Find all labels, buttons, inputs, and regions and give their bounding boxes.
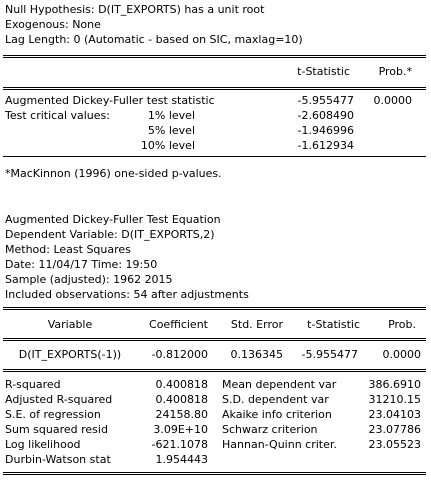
stat-left-value: 24158.80	[155, 408, 208, 421]
critical-level-10: 10% level	[140, 139, 195, 152]
stat-left-value: 0.400818	[155, 378, 208, 391]
included-observations-text: Included observations: 54 after adjustments	[5, 288, 249, 301]
critical-level-1: 1% level	[147, 109, 195, 122]
critical-level-5: 5% level	[147, 124, 195, 137]
critical-value-5: -1.946996	[297, 124, 354, 137]
stats-top-rule	[3, 369, 426, 372]
coef-col-coefficient: Coefficient	[149, 318, 208, 331]
stat-right-label: Akaike info criterion	[222, 408, 332, 421]
coef-table-top-rule	[3, 307, 426, 310]
lag-length-text: Lag Length: 0 (Automatic - based on SIC, maxlag=10)	[5, 33, 303, 46]
coef-col-std-error: Std. Error	[230, 318, 283, 331]
coef-col-prob: Prob.	[388, 318, 416, 331]
method-text: Method: Least Squares	[5, 243, 131, 256]
stat-left-label: S.E. of regression	[5, 408, 101, 421]
critical-value-10: -1.612934	[297, 139, 354, 152]
stat-right-value: 23.04103	[368, 408, 421, 421]
adf-stat-prob: 0.0000	[373, 94, 412, 107]
adf-stat-label: Augmented Dickey-Fuller test statistic	[5, 94, 215, 107]
adf-col-prob: Prob.*	[378, 65, 412, 78]
stat-left-label: R-squared	[5, 378, 61, 391]
coef-row-variable: D(IT_EXPORTS(-1))	[18, 348, 122, 361]
sample-text: Sample (adjusted): 1962 2015	[5, 273, 173, 286]
stat-right-label: Hannan-Quinn criter.	[222, 438, 337, 451]
critical-value-1: -2.608490	[297, 109, 354, 122]
stat-left-label: Adjusted R-squared	[5, 393, 113, 406]
stat-left-value: 0.400818	[155, 393, 208, 406]
stat-left-value: 3.09E+10	[153, 423, 208, 436]
coef-row-std-error: 0.136345	[230, 348, 283, 361]
coef-row-coefficient: -0.812000	[151, 348, 208, 361]
stat-right-value: 386.6910	[368, 378, 421, 391]
coef-col-variable: Variable	[47, 318, 93, 331]
adf-table-header-rule	[3, 87, 426, 90]
stat-left-value: 1.954443	[155, 453, 208, 466]
critical-values-label: Test critical values:	[5, 109, 110, 122]
adf-table-bottom-rule	[3, 156, 426, 157]
mackinnon-footnote: *MacKinnon (1996) one-sided p-values.	[5, 167, 222, 180]
stat-left-value: -621.1078	[151, 438, 208, 451]
stats-bottom-rule	[3, 472, 426, 475]
stat-left-label: Durbin-Watson stat	[5, 453, 111, 466]
stat-right-value: 23.05523	[368, 438, 421, 451]
stat-right-value: 23.07786	[368, 423, 421, 436]
stat-right-value: 31210.15	[368, 393, 421, 406]
stat-right-label: Mean dependent var	[222, 378, 337, 391]
stat-right-label: Schwarz criterion	[222, 423, 318, 436]
null-hypothesis-text: Null Hypothesis: D(IT_EXPORTS) has a unit root	[5, 3, 265, 16]
adf-stat-tstat: -5.955477	[297, 94, 354, 107]
coef-row-tstat: -5.955477	[301, 348, 358, 361]
adf-table-top-rule	[3, 55, 426, 58]
stat-right-label: S.D. dependent var	[222, 393, 329, 406]
coef-col-tstat: t-Statistic	[307, 318, 360, 331]
stat-left-label: Log likelihood	[5, 438, 81, 451]
adf-col-tstat: t-Statistic	[297, 65, 350, 78]
exogenous-text: Exogenous: None	[5, 18, 101, 31]
stat-left-label: Sum squared resid	[5, 423, 108, 436]
dependent-variable-text: Dependent Variable: D(IT_EXPORTS,2)	[5, 228, 215, 241]
coef-row-prob: 0.0000	[382, 348, 421, 361]
coef-table-header-rule	[3, 338, 426, 341]
equation-title: Augmented Dickey-Fuller Test Equation	[5, 213, 221, 226]
date-time-text: Date: 11/04/17 Time: 19:50	[5, 258, 158, 271]
